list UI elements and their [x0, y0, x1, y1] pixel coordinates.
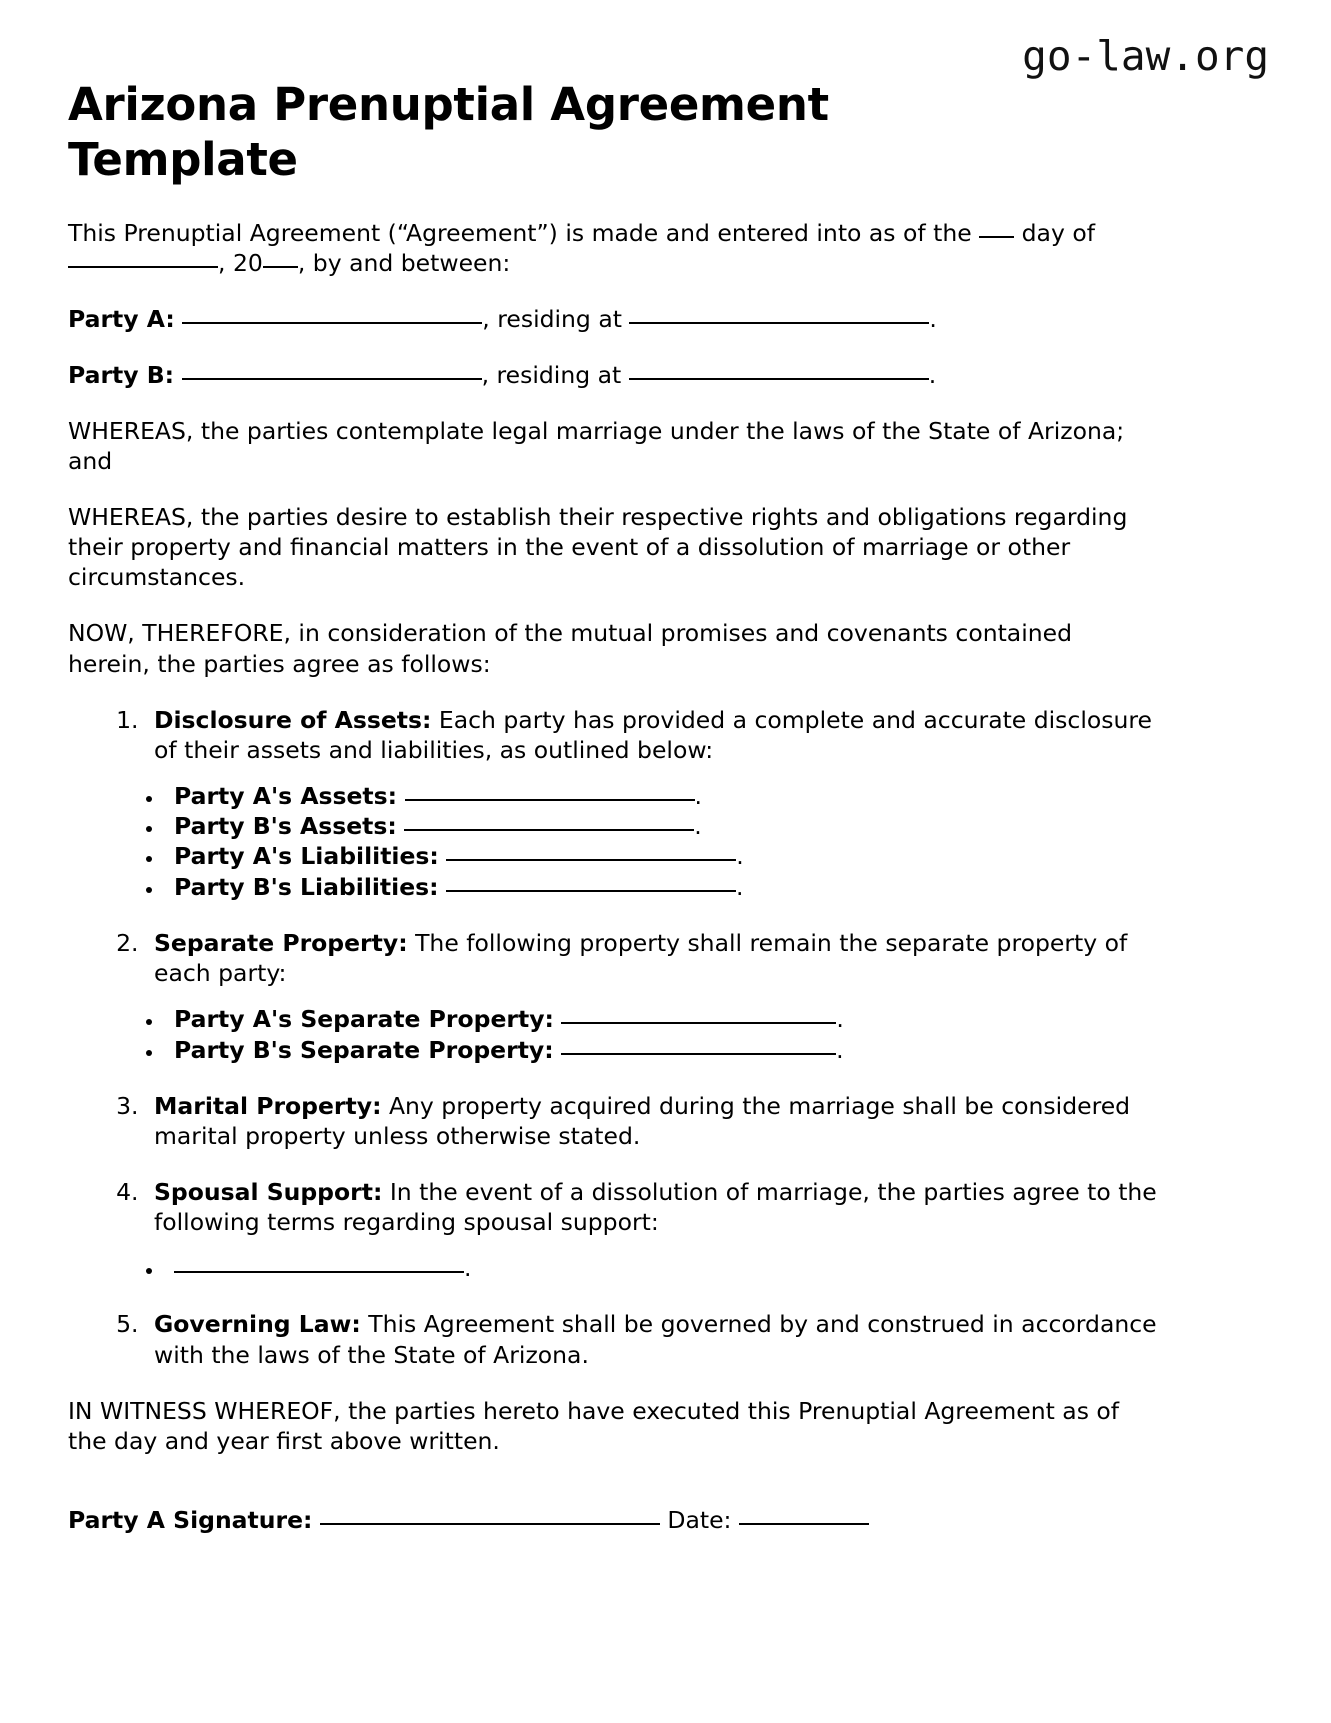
party-a-assets-blank [405, 799, 695, 801]
clause-item-2 [146, 928, 1174, 988]
list-item [164, 1035, 1263, 1065]
party-a-separate-property-end: . [836, 1005, 844, 1034]
disclosure-bullet-list [68, 781, 1263, 902]
clause-4-heading: Spousal Support: [154, 1177, 383, 1206]
party-b-liabilities-end: . [736, 872, 744, 901]
intro-year-blank [263, 266, 298, 268]
intro-paragraph [68, 218, 1160, 278]
clause-3-heading: Marital Property: [154, 1091, 382, 1120]
whereas-paragraph-1: WHEREAS, the parties contemplate legal marriage under the laws of the State of Arizona; and [68, 417, 1125, 476]
signature-date-blank [739, 1523, 869, 1525]
party-a-separate-property-label: Party A's Separate Property: [174, 1005, 554, 1034]
party-a-mid-text: , residing at [482, 304, 630, 333]
spousal-support-end: . [464, 1254, 472, 1283]
clause-3-body: Any property acquired during the marriage shall be considered marital property unless otherwise stated. [154, 1091, 1131, 1150]
party-a-address-blank [629, 322, 929, 324]
clause-list-item-2-group [68, 928, 1263, 988]
list-item [164, 811, 1263, 841]
list-item [164, 841, 1263, 871]
party-a-liabilities-blank [446, 859, 736, 861]
intro-day-blank [979, 236, 1014, 238]
clause-1-heading: Disclosure of Assets: [154, 705, 432, 734]
clause-5-heading: Governing Law: [154, 1310, 361, 1339]
now-therefore-paragraph: NOW, THEREFORE, in consideration of the mutual promises and covenants contained herein, the parties agree as follows: [68, 619, 1073, 678]
signature-date-label: Date: [667, 1506, 732, 1535]
clause-list-item-1-group [68, 705, 1263, 765]
party-b-end-text: . [928, 361, 937, 390]
party-a-name-blank [182, 322, 482, 324]
party-a-assets-label: Party A's Assets: [174, 781, 398, 810]
party-b-address-blank [629, 378, 929, 380]
party-b-line [68, 360, 1160, 390]
party-b-liabilities-label: Party B's Liabilities: [174, 872, 439, 901]
party-a-liabilities-end: . [736, 842, 744, 871]
clause-list-item-5-group [68, 1309, 1263, 1369]
spousal-support-bullet-list [68, 1253, 1263, 1283]
clause-item-1 [146, 705, 1174, 765]
party-b-liabilities-blank [446, 890, 736, 892]
clause-5-body: This Agreement shall be governed by and construed in accordance with the laws of the State of Arizona. [154, 1310, 1157, 1369]
party-b-separate-property-end: . [836, 1035, 844, 1064]
list-item [164, 1253, 1263, 1283]
page-title: Arizona Prenuptial Agreement Template [68, 78, 829, 186]
clause-2-body: The following property shall remain the separate property of each party: [154, 929, 1128, 988]
intro-text-2: day of [1014, 218, 1095, 247]
party-b-assets-end: . [694, 812, 702, 841]
party-a-signature-label: Party A Signature: [68, 1506, 313, 1535]
whereas-paragraph-2: WHEREAS, the parties desire to establish their respective rights and obligations regarding their property and financial matters in the event of a dissolution of marriage or other circumstances. [68, 503, 1128, 592]
clause-list-item-4-group [68, 1177, 1263, 1237]
party-a-assets-end: . [694, 781, 703, 810]
list-item [164, 1004, 1263, 1034]
party-b-assets-blank [404, 829, 694, 831]
list-item [164, 872, 1263, 902]
party-a-signature-blank [320, 1523, 660, 1525]
separate-property-bullet-list [68, 1004, 1263, 1065]
party-a-end-text: . [929, 304, 937, 333]
party-b-assets-label: Party B's Assets: [174, 812, 397, 841]
party-a-line [68, 304, 1160, 334]
clause-2-heading: Separate Property: [154, 929, 408, 958]
intro-text-4: , by and between: [297, 248, 511, 277]
spousal-support-blank [174, 1271, 464, 1273]
clause-list-item-3-group [68, 1091, 1263, 1151]
party-b-label: Party B: [68, 361, 175, 390]
intro-text-3: , 20 [218, 248, 263, 277]
party-a-liabilities-label: Party A's Liabilities: [174, 842, 439, 871]
site-brand-logo: go-law.org [1022, 32, 1269, 80]
clause-item-4 [146, 1177, 1174, 1237]
list-item [164, 781, 1263, 811]
clause-item-3 [146, 1091, 1174, 1151]
party-b-mid-text: , residing at [481, 361, 629, 390]
party-b-separate-property-blank [561, 1053, 836, 1055]
party-a-label: Party A: [68, 304, 175, 333]
party-b-separate-property-label: Party B's Separate Property: [174, 1035, 554, 1064]
clause-1-body: Each party has provided a complete and accurate disclosure of their assets and liabilities, as outlined below: [154, 705, 1152, 764]
clause-4-body: In the event of a dissolution of marriage, the parties agree to the following terms regarding spousal support: [154, 1177, 1157, 1237]
intro-text-1: This Prenuptial Agreement (“Agreement”) is made and entered into as of the [68, 218, 980, 247]
party-b-name-blank [182, 378, 482, 380]
witness-paragraph: IN WITNESS WHEREOF, the parties hereto have executed this Prenuptial Agreement as of the day and year first above written. [68, 1396, 1120, 1455]
party-a-separate-property-blank [561, 1022, 836, 1024]
party-a-signature-line [68, 1505, 1263, 1536]
intro-month-blank [68, 266, 218, 268]
clause-item-5 [146, 1309, 1174, 1369]
